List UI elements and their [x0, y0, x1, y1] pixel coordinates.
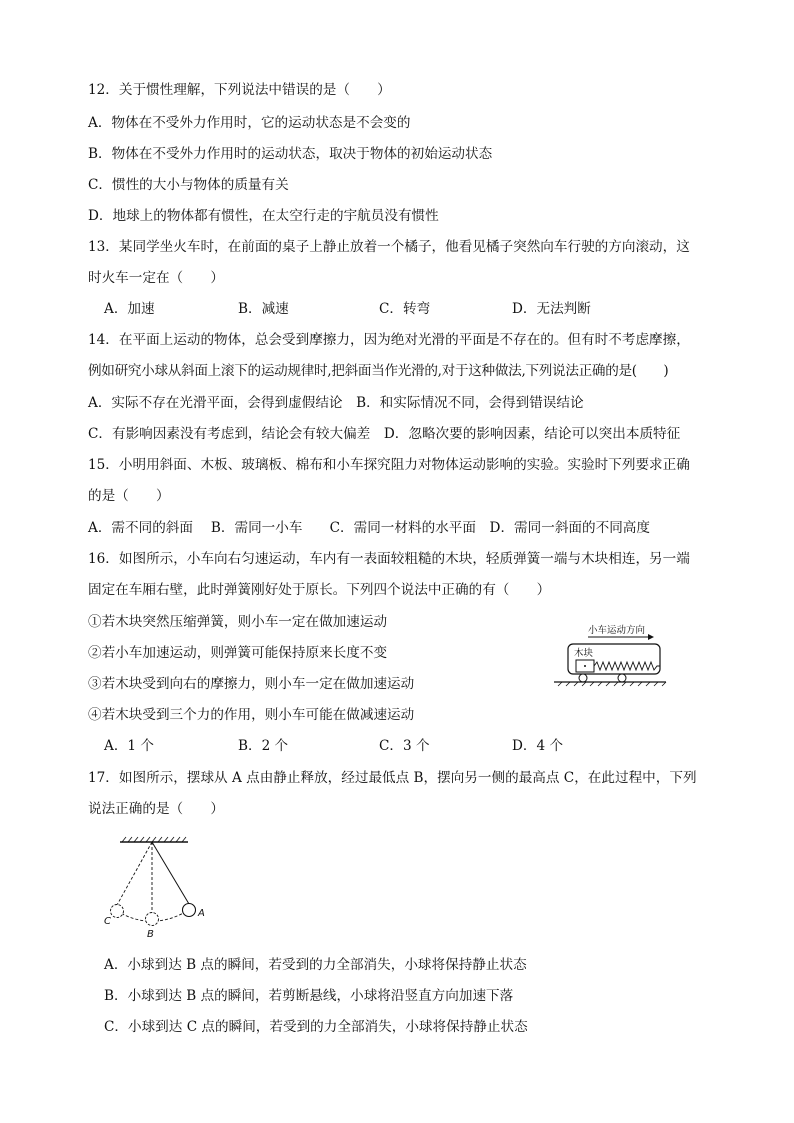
q16-statement-3: ③若木块受到向右的摩擦力，则小车一定在做加速运动 — [88, 676, 415, 692]
q13-option-a: A．加速 — [104, 301, 155, 317]
block-center-dot — [584, 665, 586, 667]
ball-at-b — [146, 913, 159, 926]
cart-direction-label: 小车运动方向 — [588, 625, 646, 636]
q16-stem-line2: 固定在车厢右壁，此时弹簧刚好处于原长。下列四个说法中正确的有（ ） — [88, 582, 551, 598]
q14-options-line2: C．有影响因素没有考虑到，结论会有较大偏差 D．忽略次要的影响因素，结论可以突出本质特征 — [88, 426, 681, 442]
ceiling-hatching — [122, 837, 186, 842]
q12-option-c: C．惯性的大小与物体的质量有关 — [88, 177, 289, 193]
q13-stem-line2: 时火车一定在（ ） — [88, 270, 224, 286]
q16-stem-line1: 16．如图所示，小车向右匀速运动，车内有一表面较粗糙的木块，轻质弹簧一端与木块相连，另一端 — [88, 551, 690, 567]
direction-arrow-head — [648, 634, 654, 640]
q17-option-c: C．小球到达 C 点的瞬间，若受到的力全部消失，小球将保持静止状态 — [104, 1019, 528, 1035]
q16-option-c: C．3 个 — [379, 738, 430, 754]
ball-at-a — [183, 904, 196, 917]
q12-option-b: B．物体在不受外力作用时的运动状态，取决于物体的初始运动状态 — [88, 146, 493, 162]
q15-stem-line1: 15．小明用斜面、木板、玻璃板、棉布和小车探究阻力对物体运动影响的实验。实验时下列要求正确 — [88, 457, 690, 473]
q13-stem-line1: 13．某同学坐火车时，在前面的桌子上静止放着一个橘子，他看见橘子突然向车行驶的方向滚动，这 — [88, 239, 690, 255]
q14-options-line1: A．实际不存在光滑平面，会得到虚假结论 B．和实际情况不同，会得到错误结论 — [88, 395, 584, 411]
q16-statement-1: ①若木块突然压缩弹簧，则小车一定在做加速运动 — [88, 614, 388, 630]
pendulum-figure — [100, 832, 220, 940]
q12-option-d: D．地球上的物体都有惯性，在太空行走的宇航员没有惯性 — [88, 208, 439, 224]
q17-stem-line1: 17．如图所示，摆球从 A 点由静止释放，经过最低点 B，摆向另一侧的最高点 C，在此过程中，下列 — [88, 770, 697, 786]
q13-option-b: B．减速 — [238, 301, 289, 317]
q16-option-a: A．1 个 — [104, 738, 154, 754]
cart-figure — [550, 618, 670, 690]
label-c: C — [104, 916, 111, 927]
q12-stem: 12．关于惯性理解，下列说法中错误的是（ ） — [88, 82, 391, 98]
q13-option-d: D．无法判断 — [512, 301, 591, 317]
q16-statement-4: ④若木块受到三个力的作用，则小车可能在做减速运动 — [88, 707, 415, 723]
label-a: A — [198, 908, 205, 919]
q17-option-b: B．小球到达 B 点的瞬间，若剪断悬线，小球将沿竖直方向加速下落 — [104, 988, 514, 1004]
label-b: B — [147, 929, 154, 940]
string-to-c — [117, 842, 152, 905]
q12-option-a: A．物体在不受外力作用时，它的运动状态是不会变的 — [88, 115, 411, 131]
q17-option-a: A．小球到达 B 点的瞬间，若受到的力全部消失，小球将保持静止状态 — [104, 957, 527, 973]
ball-at-c — [111, 905, 124, 918]
block-label: 木块 — [574, 648, 594, 659]
q13-option-c: C．转弯 — [379, 301, 431, 317]
q16-option-d: D．4 个 — [512, 738, 564, 754]
cart-wheel-right — [618, 674, 626, 682]
q16-statement-2: ②若小车加速运动，则弹簧可能保持原来长度不变 — [88, 645, 388, 661]
q14-stem-line2: 例如研究小球从斜面上滚下的运动规律时,把斜面当作光滑的,对于这种做法,下列说法正确的是( ) — [88, 363, 669, 379]
q17-stem-line2: 说法正确的是（ ） — [88, 801, 224, 817]
cart-wheel-left — [579, 674, 587, 682]
q14-stem-line1: 14．在平面上运动的物体，总会受到摩擦力，因为绝对光滑的平面是不存在的。但有时不考虑摩擦， — [88, 332, 690, 348]
q15-options: A．需不同的斜面 B．需同一小车 C．需同一材料的水平面 D．需同一斜面的不同高度 — [88, 520, 650, 536]
q16-option-b: B．2 个 — [238, 738, 289, 754]
q15-stem-line2: 的是（ ） — [88, 488, 170, 504]
string-to-a — [152, 842, 189, 904]
